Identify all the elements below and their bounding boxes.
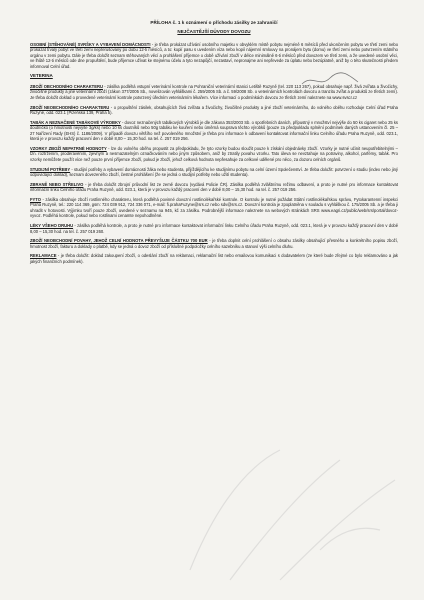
- paragraph-reklamace: [30, 253, 398, 264]
- paragraph-heading: FYTO: [30, 196, 41, 202]
- paragraph-text: - je třeba doplnit celní prohlášení o obsahu zásilky obsahující přesného a konkrétního popisu zboží, hmotnost zboží, fakturu a doklady o platbě, kdy se jedná o dovoz zboží od příslušné podpoložky celního sazebníku a stanoví výši celního dluhu.: [30, 238, 398, 249]
- paragraph-obchodni: [30, 84, 398, 100]
- paragraph-studijni: [30, 167, 398, 178]
- paragraph-fyto: [30, 197, 398, 219]
- paragraph-text: - studijní potřeby a vybavení domácnosti žáka nebo studenta, přijíždějícího ke studijnímu pobytu na celní území Společenství. Je třeba doložit: potvrzení o studiu (index nebo jiný odpovídající doklad), seznam dovezeného zboží, čestné prohlášení (že se jedná o studijní potřeby nebo užití studenta).: [30, 166, 398, 177]
- paragraph-heading: REKLAMACE: [30, 253, 57, 259]
- paragraph-vzorky: [30, 146, 398, 162]
- document-title: PŘÍLOHA č. 1 k oznámení o příchodu zásilky ze zahraničí: [150, 20, 278, 25]
- paragraph-heading: ZBOŽÍ NEOBCHODNÍ POVAHY, JEHOŽ CELNÍ HODNOTA PŘEVYŠUJE ČÁSTKU 700 EUR: [30, 238, 208, 244]
- intro-paragraph: [30, 42, 398, 69]
- paragraph-heading: ZBRANĚ NEBO STŘELIVO: [30, 181, 84, 187]
- paragraph-text: - zásilka podléhá vstupní veterinární kontrole na Pohraniční veterinární stanici Letiště Ruzyně (tel. 220 113 267), pokud obsahuje např. živá zvířata a živočichy, živočišné produkty a jiné veterinární zboží (zákon 377/2005 Sb., novelizován vyhláškami č. 259/2005 Sb. a č. 59/2008 Sb. o veterinárních kontrolách dovozu a tranzitu zvířat a produktů ze třetích zemí). Je třeba doložit doklad o provedené veterinární kontrole potvrzený úředním veterinárním lékařem. Více informací o podmínkách dovozu ze třetích zemí naleznete na www.svscr.cz: [30, 83, 398, 100]
- paragraph-heading: TABÁK A NEZNAČENÉ TABÁKOVÉ VÝROBKY: [30, 119, 121, 125]
- intro-text: - je třeba prokázat užívání osobního majetku v obvyklém místě pobytu nejméně 6 měsíců před ukončením pobytu ve třetí zemi nebo prokázat trvalý pobyt ve třetí zemi nepřerušovaný po dobu 12-ti měsíců, a to: kopií pasu s uvedením víza nebo kopií nájemní smlouvy na pronájem bytu (domu) ve třetí zemi nebo potvrzením státního orgánu v zemi pobytu. Dále je třeba doložit seznam stěhovaných věcí a prohlášení příjemce o době užívání zboží v délce minimálně 6-ti měsíců před dovozem ve třetí zemi, a že uvedené osobní věci, ve lhůtě 12-ti měsíců ode dne propuštění, bude příjemce užívat ke stejnému účelu a tyto nezapůjčí, nezastaví, nepronajme ani nepřevede za úplatu nebo bezúplatně, aniž by o této skutečnosti předem informoval Celní úřad.: [30, 41, 398, 69]
- paragraph-leky: [30, 223, 398, 234]
- paragraph-heading: ZBOŽÍ NEOBCHODNÍHO CHARAKTERU: [30, 104, 110, 110]
- intro-heading: OSOBNÍ (STĚHOVÁNÉ) SVRŠKY A VYBAVENÍ DOMÁCNOSTI: [30, 41, 151, 47]
- paragraph-tabak: [30, 120, 398, 142]
- paragraph-neobchodni-povahy: [30, 238, 398, 249]
- paragraph-heading: STUDIJNÍ POTŘEBY: [30, 166, 71, 172]
- document-subtitle: NEJČASTĚJŠÍ DŮVODY DOVOZU: [177, 29, 251, 35]
- paragraph-text: - zásilka podléhá kontrole, a proto je nutné pro informace kontaktovat informační linku Celního úřadu Praha Ruzyně, odd. 023.1, která je v provozu každý pracovní den v době 8,00 – 15,30 hod. na tel. č. 257 019 260.: [30, 223, 398, 234]
- paragraph-text: - zásilka obsahuje zboží rostlinného charakteru, která podléhá povinné dovozní rostlinolékařské kontrole. O kontrolu je nutné požádat Státní rostlinolékařskou správu, Fytokarantenní inspekci Praha Ruzyně, tel.: 220 114 369, gsm: 724 039 912, 724 336 071, e-mail: fi.prahaFuzyne@srs.cz nebo sdv@srs.cz. Dovozní kontrola je zpoplatněna v souladu s vyhláškou č. 175/2005 Sb. a je třeba ji uhradit v hotovosti. Výjimku tvoří pouze zboží, uvedené v seznamu na 945, kč za zásilku. Podrobnější informace naleznete na webových stránkách SRS www.eagri.cz/public/web/srs/portal/dovoz-vyvoz. Podléhá kontrole, pokud nebo rostlinami cenamte nepohodlněné.: [30, 196, 398, 219]
- paragraph-neobchodni: [30, 105, 398, 116]
- paragraph-zbrane: [30, 182, 398, 193]
- paragraph-text: - lze do volného oběhu propustit za předpokladu, že tyto vzorky budou sloužit pouze k získání objednávky zboží. Vzorky je nutné učinit neupotřebitelnými – tzn. roztržením, proděravěním, zjevným a nesmazatelným označkováním nebo jiným způsobem, aniž by ztratily povahu vzorku. Tato úleva se nevztahuje na potraviny, alkohol, parfémy, tabák. Pro vzorky nemůžete použít více než pouze první příjemce zboží, pokud je zboží, jehož celková hodnota nepřesahuje za celkové udělené pro něco, za dozoru celních orgánů.: [30, 145, 398, 162]
- paragraph-heading: VZORKY ZBOŽÍ NEPATRNÉ HODNOTY: [30, 145, 107, 151]
- paragraph-heading: LÉKY VŠEHO DRUHU: [30, 223, 74, 229]
- paragraph-text: - o propuštění zásilek, obsahujících živá zvířata a živočichy, živočišné produkty a jiné zboží veterinárního, do volného oběhu rozhoduje Celní úřad Praha Ruzyně, odd. 023.1 (Pizeňská 139, Praha 5).: [30, 104, 398, 116]
- paragraph-text: - je třeba doložit zbrojní průvodní list ze země dovozu (vydává Policie ČR). Zásilka podléhá zvláštnímu režimu odbavení, a proto je nutné pro informace kontaktovat informační linku Celního úřadu Praha Ruzyně, odd. 023.1, která je v provozu každý pracovní den v době 8,00 – 15,30 hod. na tel. č. 257 019 256.: [30, 181, 398, 193]
- paragraph-text: - je třeba doložit: doklad zakoupení zboží, o odeslání zboží na reklamaci, reklamační list nebo emailovou komunikaci s dodavatelem (ze které bude zřejmé co bylo reklamováno a jak jakých finančních podmínek).: [30, 253, 398, 264]
- section-heading-veterina: VETERINA: [30, 73, 53, 79]
- paragraph-text: - dovoz neznačených tabákových výrobků je dle zákona 353/2003 Sb. o spotřebních daních, přípustný v množství nejvýše do 50 ks cigaret nebo 25 ks doutníčků (o hmotnosti nejvýše 3g/ks) nebo 10 ks doutníků nebo 50g tabáku ke kouření nebo úměrná souprava těchto výrobků (pouze za předpokladu splnění podmínek daných ustanovením čl. 25 – 27 Nařízení Rady (EHS) č. 1186/2009). V případě dovozu většího než povoleného množství je třeba pro informace k odbavení kontaktovat informační linku Celního úřadu Praha Ruzyně, odd. 023.1, která je v provozu každý pracovní den v době 8,00 – 15,30 hod. na tel. č. 257 019 256.: [30, 119, 399, 142]
- paragraph-heading: ZBOŽÍ OBCHODNÍHO CHARAKTERU: [30, 83, 103, 89]
